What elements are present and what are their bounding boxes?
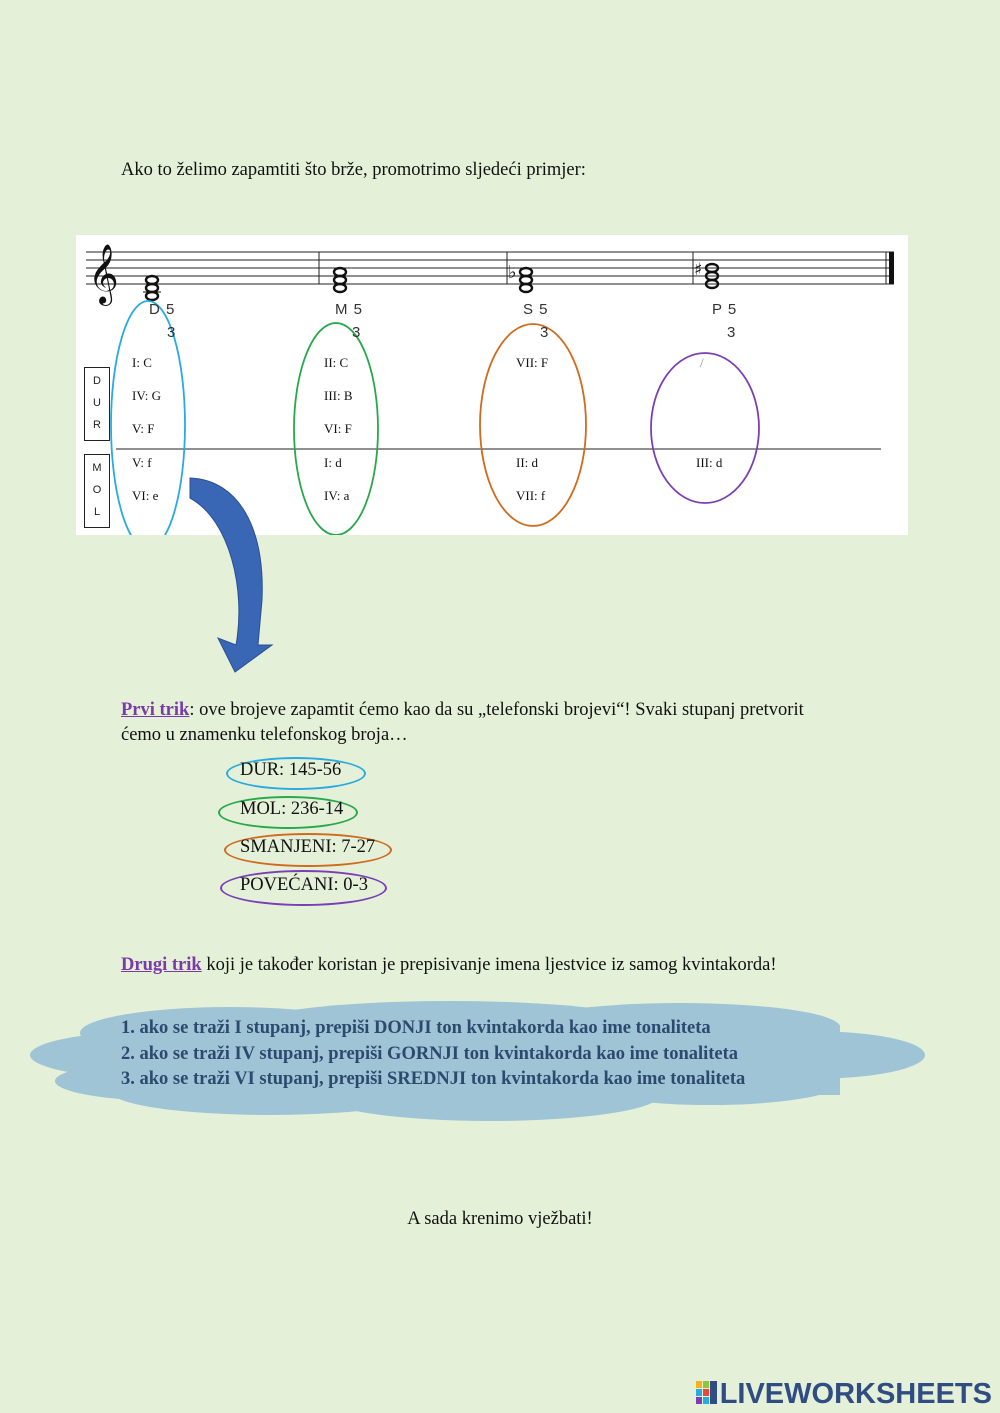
rule-item: 3. ako se traži VI stupanj, prepiši SREDNJI ton kvintakorda kao ime tonaliteta [121,1069,746,1089]
chord-name-2: M 5 [335,301,364,318]
flat-icon: ♭ [508,262,517,283]
trick1-paragraph [121,698,881,748]
dur-number: DUR: 145-56 [240,760,342,780]
mol-box [84,454,110,528]
liveworksheets-logo-icon [695,1380,719,1406]
trick2-label: Drugi trik [121,955,202,975]
logo-text: LIVEWORKSHEETS [719,1378,992,1410]
degree-label: III: d [696,455,723,470]
trick1-label: Prvi trik [121,700,190,720]
chord-sub-2: 3 [352,324,361,341]
dur-box-letter: D [93,375,101,387]
intro-text: Ako to želimo zapamtiti što brže, promotrimo sljedeći primjer: [121,160,586,180]
chord-name-3: S 5 [523,301,549,318]
chord-notes [143,264,718,300]
rule-item: 2. ako se traži IV stupanj, prepiši GORNJI ton kvintakorda kao ime tonaliteta [121,1043,739,1064]
chord-name-4: P 5 [712,301,738,318]
degree-label: VI: e [132,488,159,503]
degree-label: IV: a [324,488,350,503]
degree-label: I: d [324,455,342,470]
degree-label: V: F [132,421,155,436]
mol-box-letter: O [92,484,102,496]
smanjeni-number: SMANJENI: 7-27 [240,837,376,857]
rule-item: 1. ako se traži I stupanj, prepiši DONJI ton kvintakorda kao ime tonaliteta [121,1018,711,1038]
mol-box-letter: M [92,462,102,474]
trick2-paragraph [121,953,921,978]
chord-sub-1: 3 [167,324,176,341]
degree-label: / [700,355,704,370]
degree-label: VII: f [516,488,546,503]
chord-name-1: D 5 [149,301,176,318]
degree-label: IV: G [132,388,162,403]
chord-sub-3: 3 [540,324,549,341]
rules-list [121,1016,745,1093]
povecani-ellipse [651,353,759,503]
dur-box-letter: U [93,397,101,409]
sharp-icon: ♯ [694,260,703,280]
liveworksheets-logo [695,1378,992,1411]
trick2-text: koji je također koristan je prepisivanje imena ljestvice iz samog kvintakorda! [201,955,777,975]
trick1-text-a: : ove brojeve zapamtit ćemo kao da su „telefonski brojevi“! Svaki stupanj pretvorit [189,700,804,720]
mol-box-letter: L [93,506,101,518]
degree-label: II: C [324,355,349,370]
dur-box [84,367,110,441]
mol-number: MOL: 236-14 [240,799,344,819]
degree-label: II: d [516,455,539,470]
povecani-number: POVEĆANI: 0-3 [240,875,368,895]
degree-label: V: f [132,455,152,470]
chord-sub-4: 3 [727,324,736,341]
curved-arrow-icon [180,470,280,680]
degree-label: VI: F [324,421,352,436]
dur-box-letter: R [93,419,101,431]
trick1-text-b: ćemo u znamenku telefonskog broja… [121,725,408,745]
degree-label: I: C [132,355,152,370]
degree-label: VII: F [516,355,549,370]
closing-text: A sada krenimo vježbati! [407,1209,593,1229]
treble-clef-icon: 𝄞 [88,244,119,304]
degree-label: III: B [324,388,353,403]
